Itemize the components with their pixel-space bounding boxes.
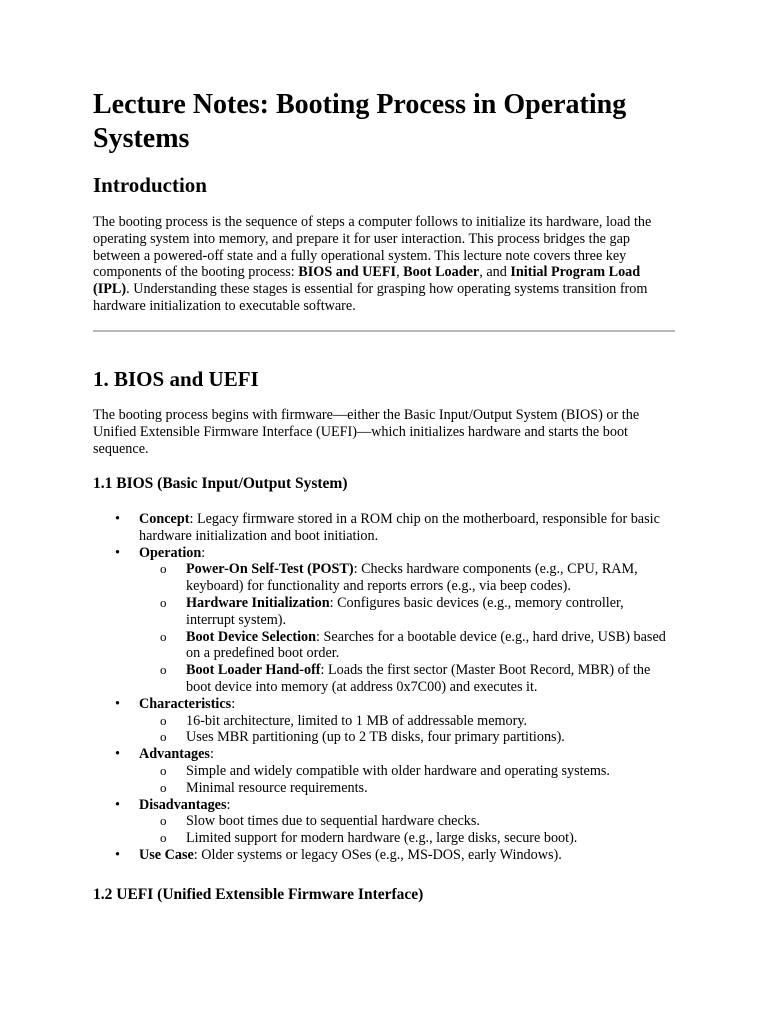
bullet-icon: • [115,796,120,813]
circle-bullet-icon: o [160,662,167,678]
intro-text-2: . Understanding these stages is essential for grasping how operating systems transition from hardware initialization to executable software. [93,281,648,314]
intro-sep-2: , and [479,264,511,281]
sub-item [93,813,675,830]
document-title: Lecture Notes: Booting Process in Operating Systems [93,89,627,154]
intro-heading: Introduction [93,173,207,197]
bullet-icon: • [115,846,120,863]
bullet-icon: • [115,511,120,527]
intro-sep-1: , [396,264,404,281]
bullet-icon: • [115,544,120,561]
list-item-characteristics: • Characteristics: [115,695,236,712]
sub-item-handoff [93,662,675,696]
sub-item [93,713,675,730]
sub-item-label: Boot Device Selection [186,628,317,645]
circle-bullet-icon: o [160,762,167,778]
characteristics-label: Characteristics [139,695,232,712]
intro-text-1: The booting process is the sequence of steps a computer follows to initialize its hardware, load the operating system into memory, and prepare it for user interaction. This process bridges the gap between a powered-off state and a fully operational system. This lecture note covers three key components of the booting process: [93,214,652,281]
advantages-label: Advantages [139,746,210,763]
intro-bold-boot-loader: Boot Loader [403,264,480,281]
circle-bullet-icon: o [160,830,167,846]
sub-item-text: : Configures basic devices (e.g., memory controller, interrupt system). [186,594,624,628]
circle-bullet-icon: o [160,628,167,644]
sub-item-text: Minimal resource requirements. [186,779,368,796]
circle-bullet-icon: o [160,594,167,610]
sub-item [93,729,675,746]
bios-list [93,511,675,864]
sub-item-text: 16-bit architecture, limited to 1 MB of addressable memory. [186,712,528,729]
disadvantages-label: Disadvantages [139,796,227,813]
sub-item-text: : Checks hardware components (e.g., CPU, RAM, keyboard) for functionality and reports errors (e.g., via beep codes). [186,561,638,595]
list-item-advantages: • Advantages: [115,746,214,763]
sub-item-label: Power-On Self-Test (POST) [186,561,354,578]
sub-item-post [93,561,675,595]
intro-bold-ipl: Initial Program Load (IPL) [93,264,641,298]
sub-item-text: Limited support for modern hardware (e.g., large disks, secure boot). [186,830,578,847]
operation-label: Operation [139,544,202,561]
intro-bold-bios-uefi: BIOS and UEFI [298,264,397,281]
sub-item-text: Slow boot times due to sequential hardware checks. [186,813,480,830]
list-item-operation: • Operation: [115,544,206,561]
circle-bullet-icon: o [160,561,167,577]
list-item-concept [93,511,675,545]
concept-label: Concept [139,511,190,527]
concept-text: : Legacy firmware stored in a ROM chip on the motherboard, responsible for basic hardware initialization and boot initiation. [139,511,660,544]
bios-subheading: 1.1 BIOS (Basic Input/Output System) [93,475,348,492]
sub-item-boot-device [93,629,675,663]
bullet-icon: • [115,746,120,763]
sub-item [93,780,675,797]
sub-item-text: Uses MBR partitioning (up to 2 TB disks, four primary partitions). [186,729,565,746]
sub-item [93,763,675,780]
circle-bullet-icon: o [160,729,167,745]
list-item-use-case [93,847,675,864]
circle-bullet-icon: o [160,779,167,795]
section1-heading: 1. BIOS and UEFI [93,367,259,391]
list-item-disadvantages: • Disadvantages: [115,796,231,813]
usecase-text: : Older systems or legacy OSes (e.g., MS-DOS, early Windows). [193,846,562,863]
circle-bullet-icon: o [160,712,167,728]
bullet-icon: • [115,695,120,712]
sub-item-text: Simple and widely compatible with older hardware and operating systems. [186,762,610,779]
intro-paragraph [93,214,675,315]
section1-paragraph: The booting process begins with firmware—either the Basic Input/Output System (BIOS) or the Unified Extensible Firmware Interface (UEFI)—which initializes hardware and starts the boot sequence. [93,407,640,457]
horizontal-rule [93,330,675,332]
sub-item-text: : Searches for a bootable device (e.g., hard drive, USB) based on a predefined boot order. [186,628,666,662]
sub-item-label: Boot Loader Hand-off [186,662,321,679]
usecase-label: Use Case [139,846,194,863]
circle-bullet-icon: o [160,813,167,829]
sub-item [93,830,675,847]
sub-item-text: : Loads the first sector (Master Boot Record, MBR) of the boot device into memory (at address 0x7C00) and executes it. [186,662,651,695]
uefi-subheading: 1.2 UEFI (Unified Extensible Firmware Interface) [93,886,424,903]
sub-item-label: Hardware Initialization [186,594,330,611]
sub-item-hw-init [93,595,675,629]
